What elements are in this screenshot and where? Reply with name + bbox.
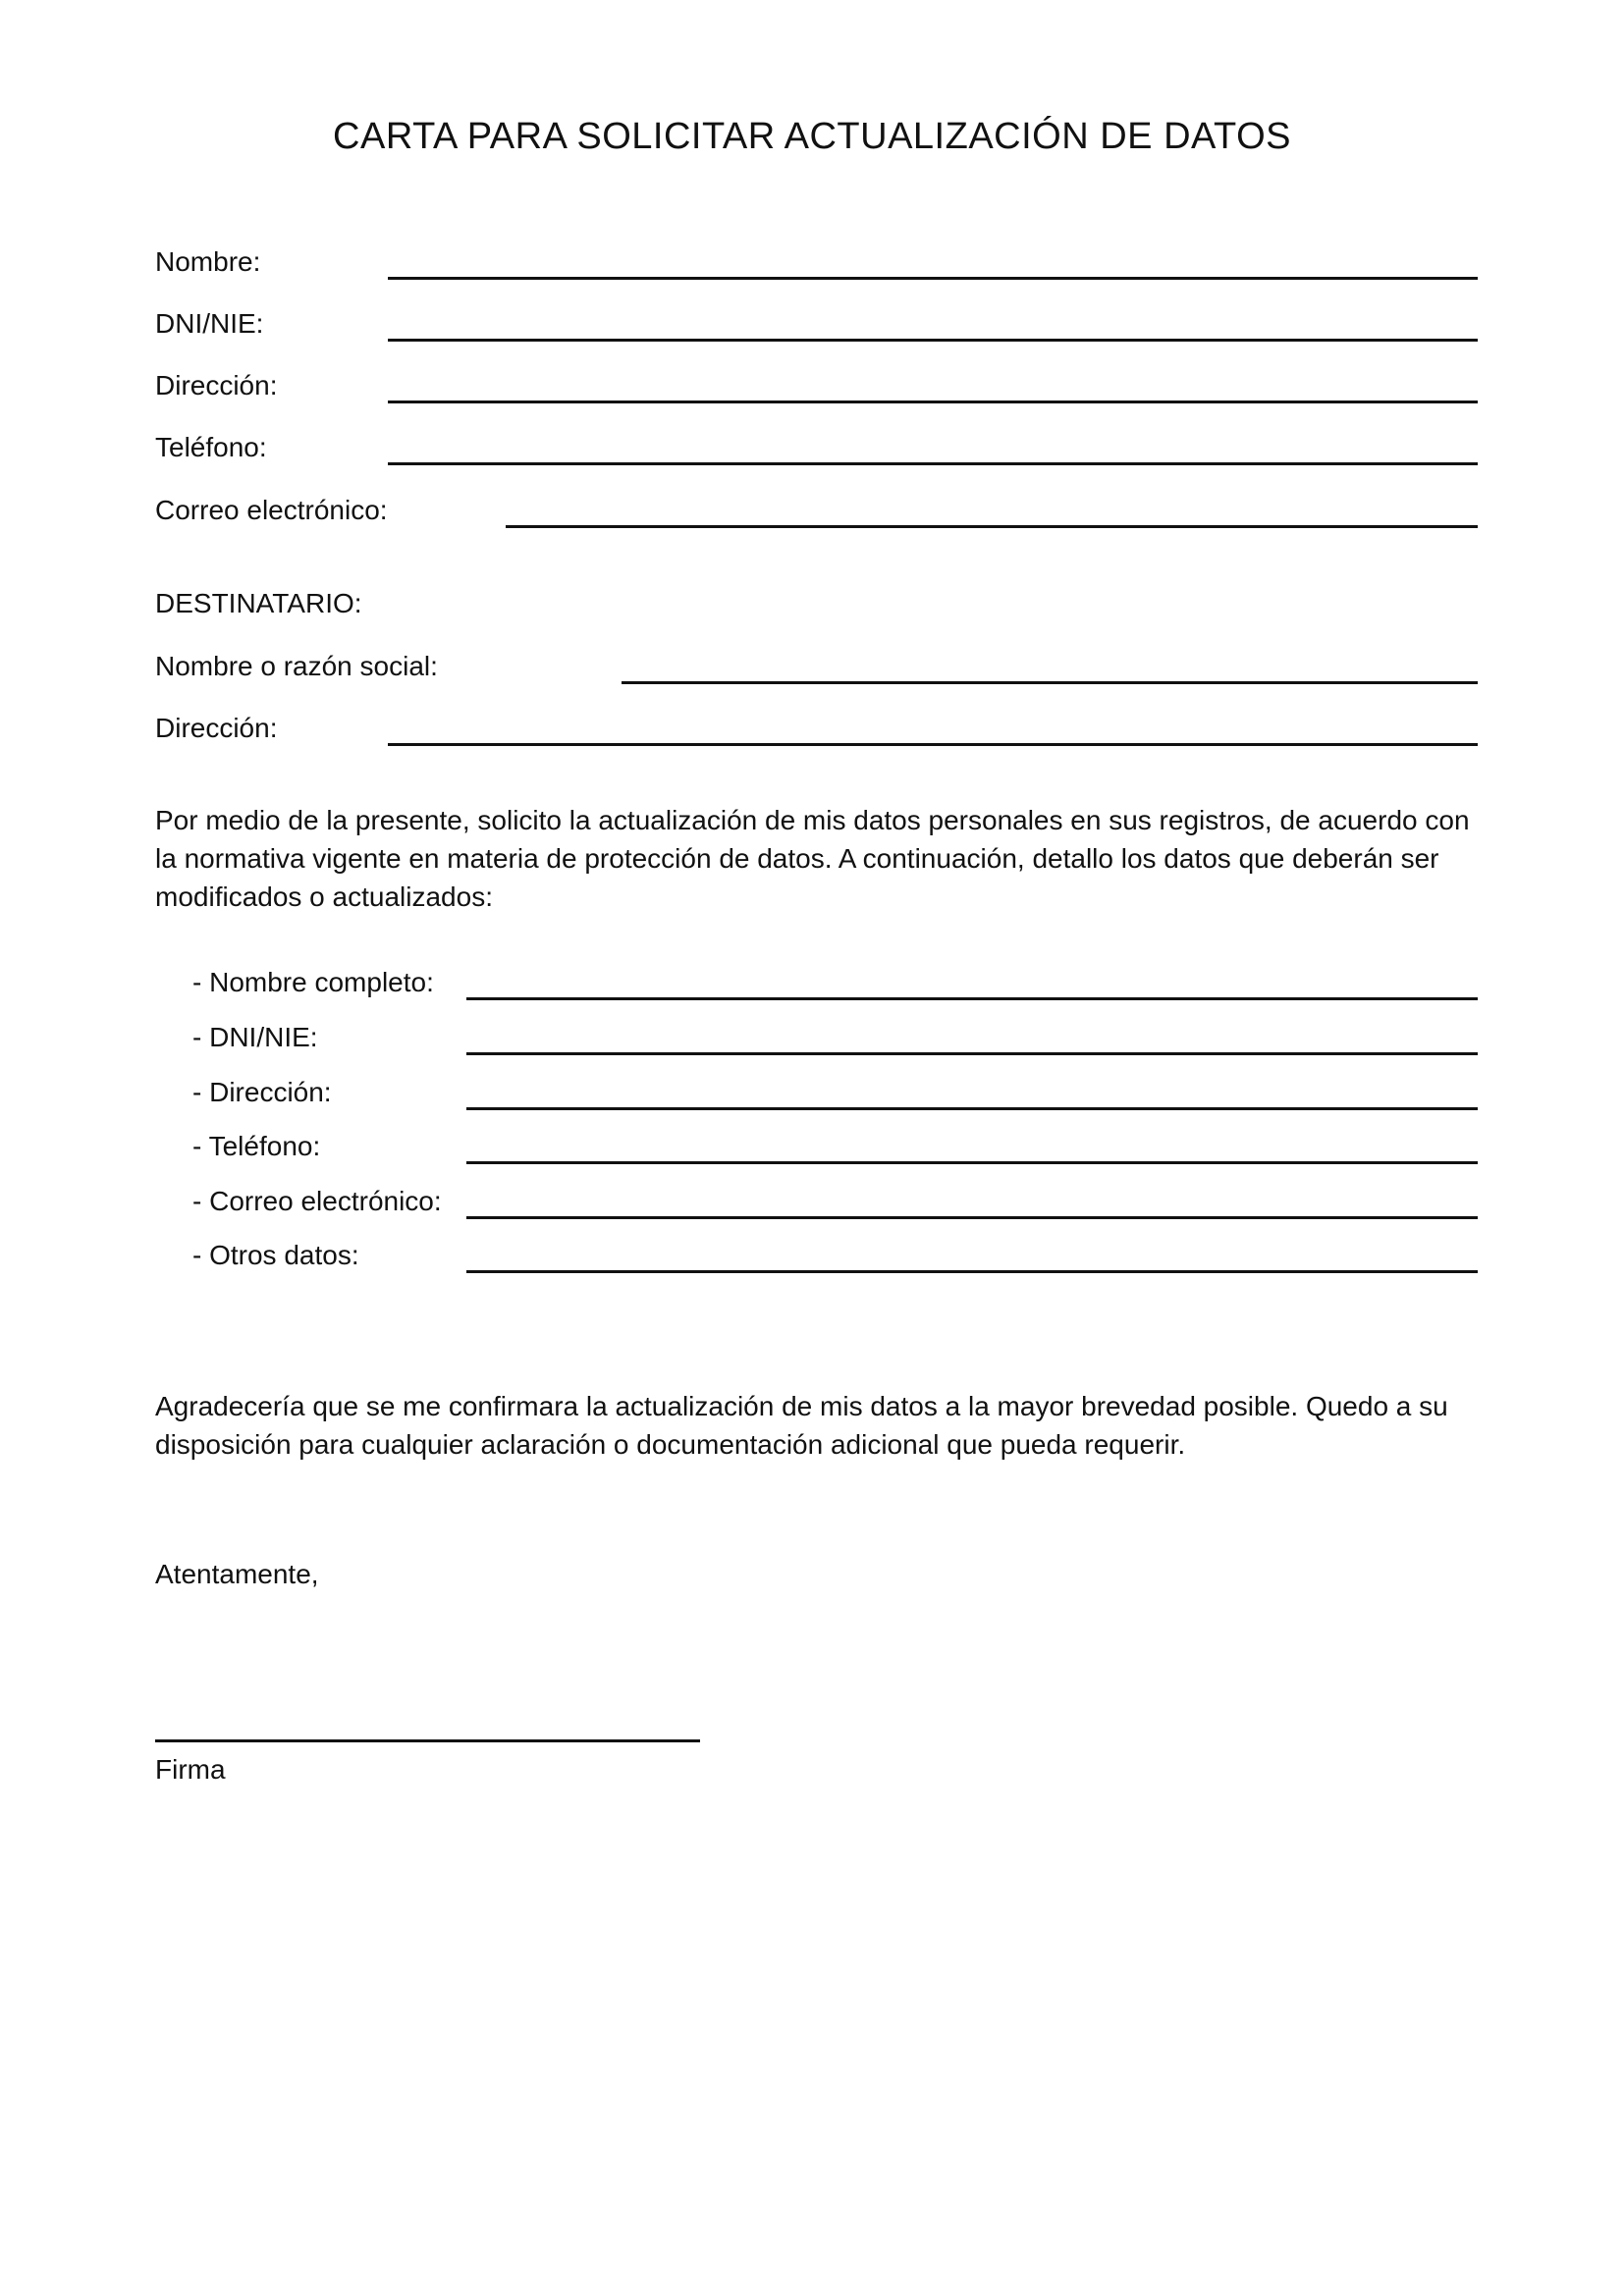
update-item-other-label: - Otros datos: xyxy=(192,1240,359,1270)
update-item-email-line[interactable] xyxy=(466,1216,1478,1219)
recipient-address-line[interactable] xyxy=(388,743,1478,746)
signature-line[interactable] xyxy=(155,1739,700,1742)
sender-phone-line[interactable] xyxy=(388,462,1478,465)
recipient-address-label: Dirección: xyxy=(155,713,278,743)
update-item-other-line[interactable] xyxy=(466,1270,1478,1273)
recipient-name-label: Nombre o razón social: xyxy=(155,651,438,681)
update-item-dni-line[interactable] xyxy=(466,1052,1478,1055)
update-item-phone-label: - Teléfono: xyxy=(192,1131,321,1161)
salutation: Atentamente, xyxy=(155,1559,319,1589)
sender-address-label: Dirección: xyxy=(155,370,278,400)
sender-name-line[interactable] xyxy=(388,277,1478,280)
sender-phone-label: Teléfono: xyxy=(155,432,267,462)
intro-paragraph: Por medio de la presente, solicito la actualización de mis datos personales en sus registros, de acuerdo con la normativa vigente en materia de protección de datos. A continuación, detallo los datos que deberán ser modificados o actualizados: xyxy=(155,805,1470,912)
document-title: CARTA PARA SOLICITAR ACTUALIZACIÓN DE DATOS xyxy=(333,116,1291,157)
sender-dni-line[interactable] xyxy=(388,339,1478,342)
sender-email-label: Correo electrónico: xyxy=(155,495,388,525)
recipient-name-line[interactable] xyxy=(622,681,1478,684)
update-item-email-label: - Correo electrónico: xyxy=(192,1186,442,1216)
update-item-dni-label: - DNI/NIE: xyxy=(192,1022,318,1052)
update-item-address-label: - Dirección: xyxy=(192,1077,332,1107)
update-item-phone-line[interactable] xyxy=(466,1161,1478,1164)
update-item-full-name-line[interactable] xyxy=(466,997,1478,1000)
sender-email-line[interactable] xyxy=(506,525,1478,528)
recipient-heading: DESTINATARIO: xyxy=(155,588,362,618)
closing-paragraph: Agradecería que se me confirmara la actualización de mis datos a la mayor brevedad posible. Quedo a su disposición para cualquier aclaración o documentación adicional que pueda requerir. xyxy=(155,1391,1448,1460)
update-item-full-name-label: - Nombre completo: xyxy=(192,967,434,997)
update-item-address-line[interactable] xyxy=(466,1107,1478,1110)
sender-dni-label: DNI/NIE: xyxy=(155,308,264,339)
signature-label: Firma xyxy=(155,1754,226,1785)
sender-name-label: Nombre: xyxy=(155,246,261,277)
sender-address-line[interactable] xyxy=(388,400,1478,403)
